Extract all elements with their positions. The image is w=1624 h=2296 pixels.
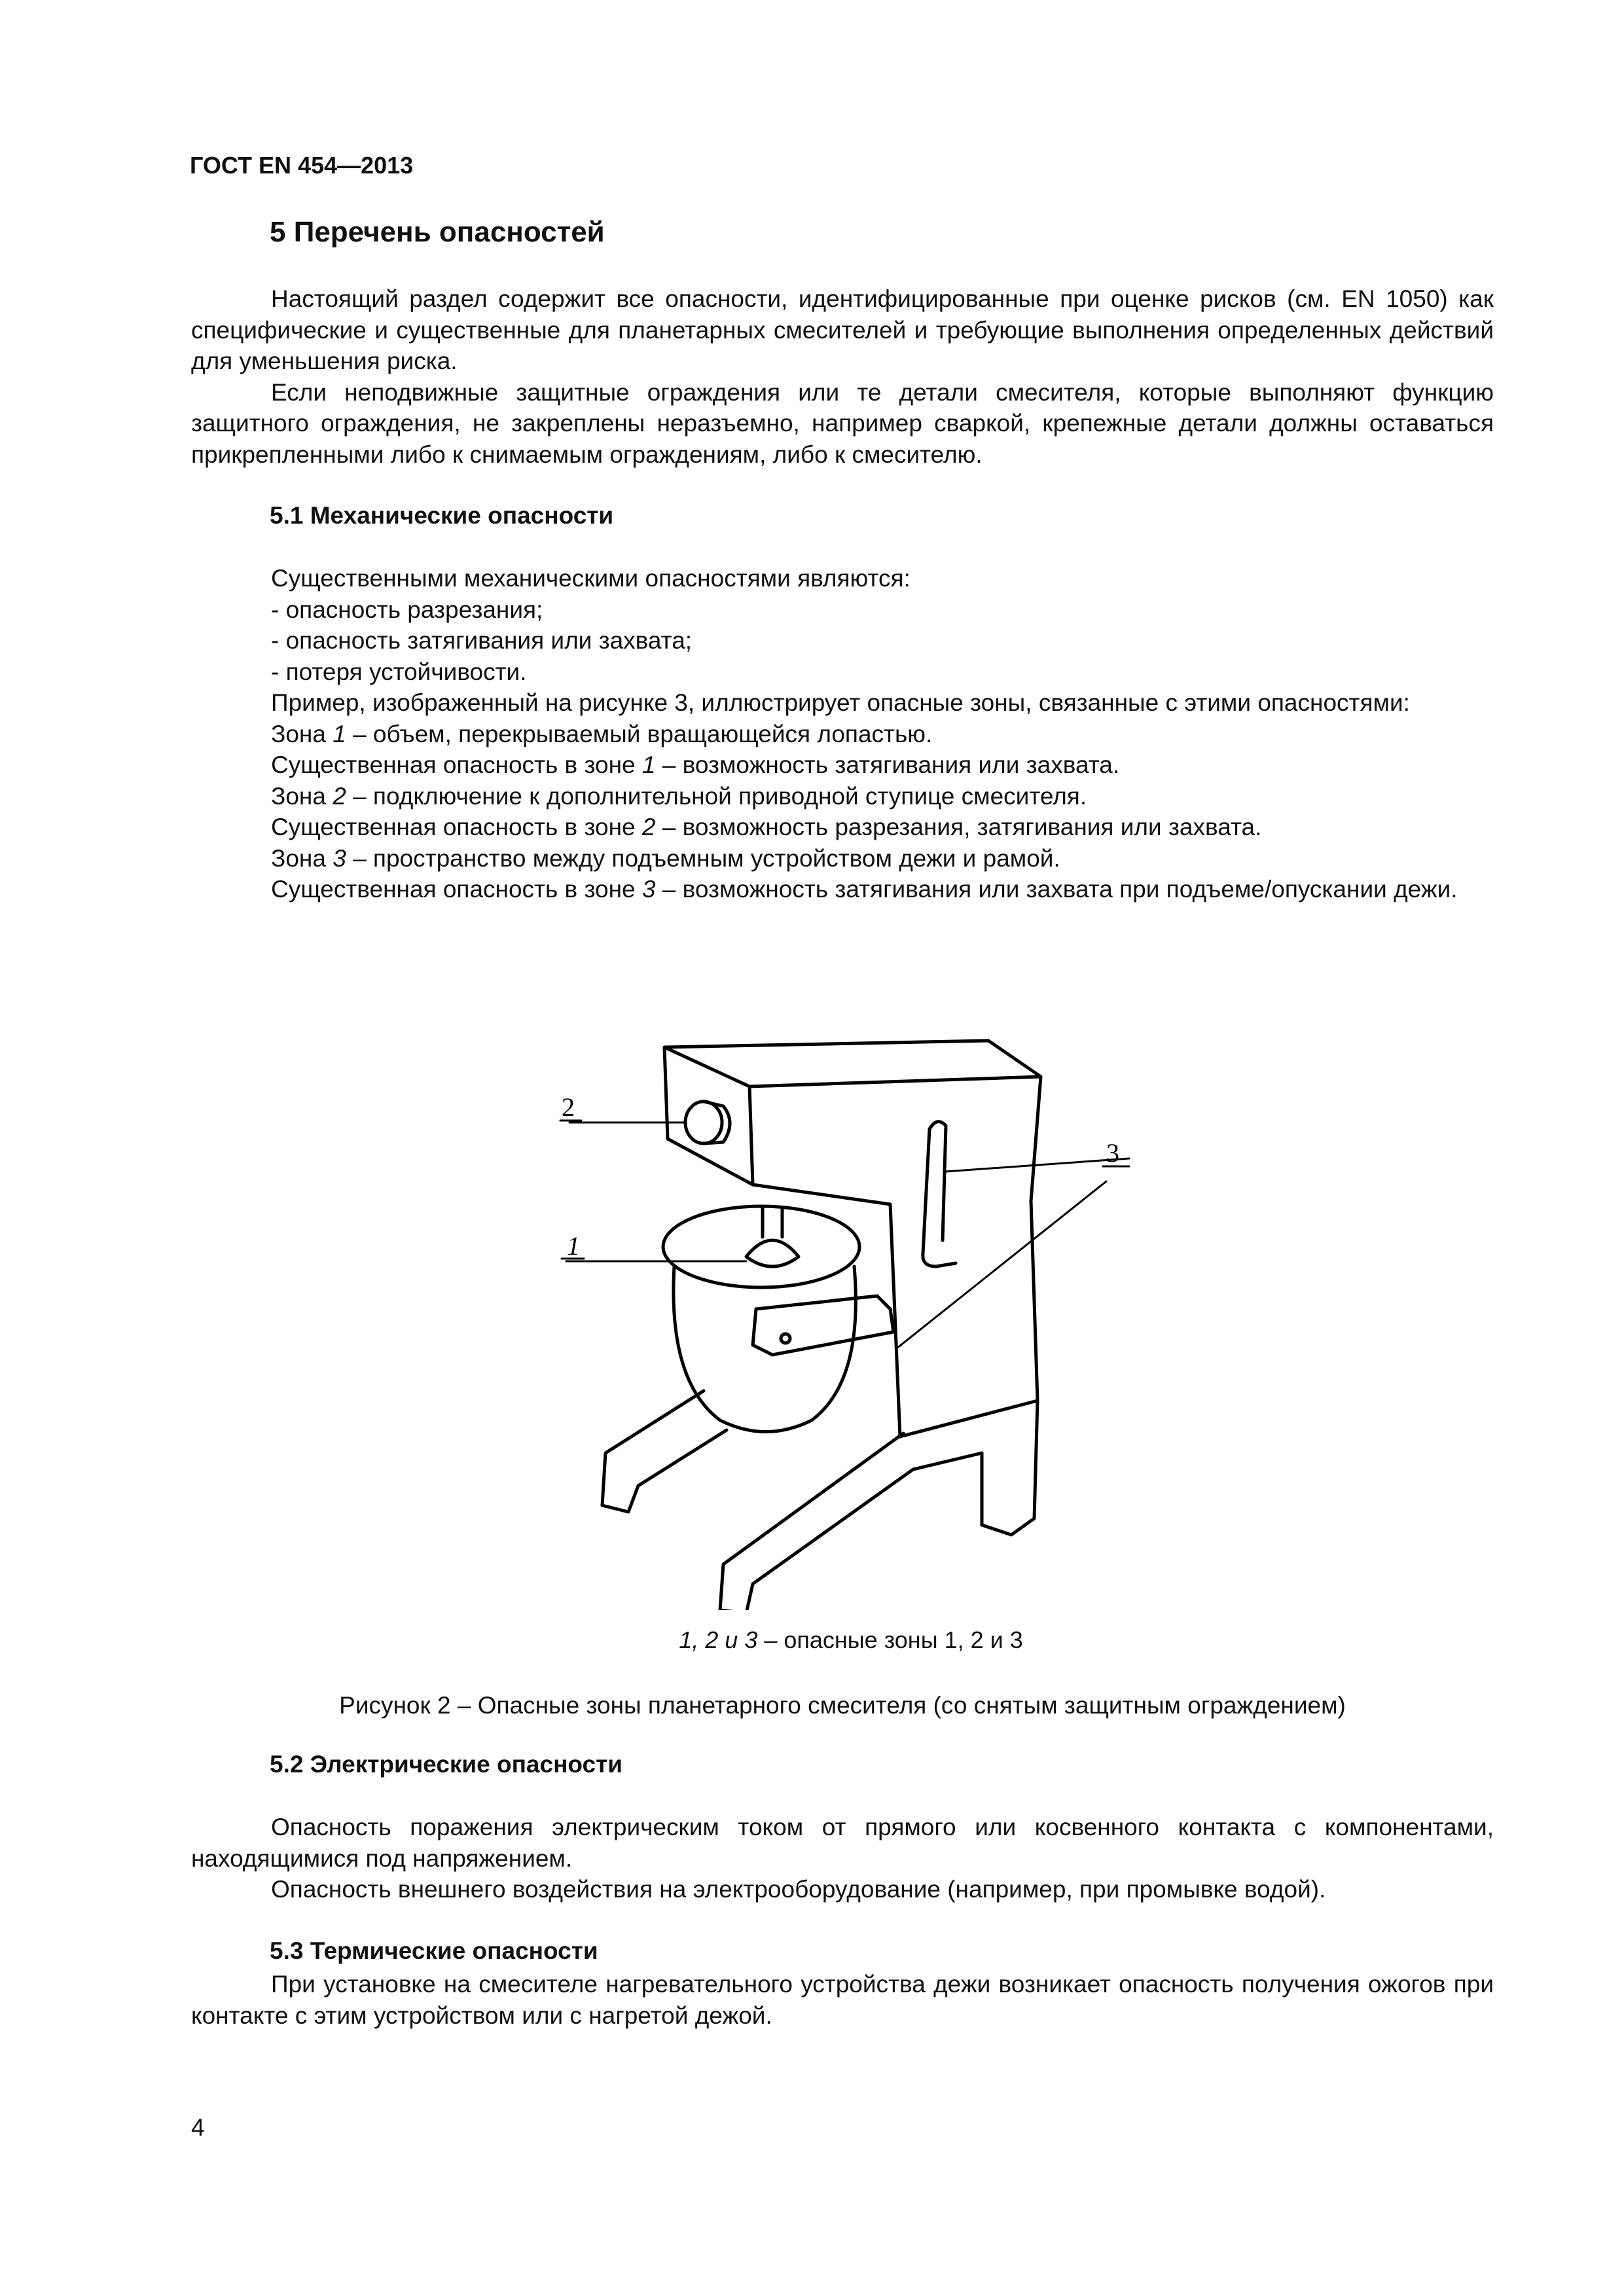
hazard-1-line: Существенная опасность в зоне 1 – возможность затягивания или захвата. [271, 751, 1120, 778]
bowl-arm [753, 1296, 893, 1355]
figure-legend: 1, 2 и 3 – опасные зоны 1, 2 и 3 [679, 1626, 1023, 1653]
electrical-hazards-text [191, 1812, 1494, 1905]
electrical-paragraph-2: Опасность внешнего воздействия на электрооборудование (например, при промывке водой). [271, 1876, 1326, 1903]
section-title: 5 Перечень опасностей [270, 216, 605, 248]
drive-hub [685, 1102, 722, 1143]
zone-label-1: 1 [567, 1231, 580, 1261]
zone-2-line: Зона 2 – подключение к дополнительной приводной ступице смесителя. [271, 782, 1087, 810]
lead-text: Существенными механическими опасностями являются: [271, 565, 911, 592]
list-item: - опасность затягивания или захвата; [271, 627, 693, 654]
subsection-5-3-title: 5.3 Термические опасности [270, 1937, 598, 1964]
mixer-bowl [674, 1266, 856, 1432]
thermal-paragraph-1: При установке на смесителе нагревательного устройства дежи возникает опасность получения ожогов при контакте с этим устройством или с нагретой дежой. [191, 1971, 1494, 2029]
subsection-5-2-title: 5.2 Электрические опасности [270, 1751, 623, 1778]
intro-paragraph-2: Если неподвижные защитные ограждения или те детали смесителя, которые выполняют функцию защитного ограждения, не закреплены неразъемно, например сваркой, крепежные детали должны оставаться прикрепленными либо к снимаемым ограждениям, либо к смесителю. [191, 378, 1494, 468]
electrical-paragraph-1: Опасность поражения электрическим током от прямого или косвенного контакта с компонентами, находящимися под напряжением. [191, 1814, 1494, 1872]
zone-3-line: Зона 3 – пространство между подъемным устройством дежи и рамой. [271, 844, 1060, 872]
zone-1-line: Зона 1 – объем, перекрываемый вращающейся лопастью. [271, 720, 933, 747]
page-number: 4 [191, 2114, 205, 2141]
example-paragraph: Пример, изображенный на рисунке 3, иллюстрирует опасные зоны, связанные с этими опасностями: [271, 689, 1410, 716]
mixer-legs [602, 1391, 1038, 1610]
standard-header: ГОСТ EN 454—2013 [190, 152, 414, 179]
beater [746, 1208, 799, 1266]
hazard-2-line: Существенная опасность в зоне 2 – возможность разрезания, затягивания или захвата. [271, 814, 1262, 840]
mechanical-hazards-text [191, 563, 1494, 905]
intro-paragraph-1: Настоящий раздел содержит все опасности, идентифицированные при оценке рисков (см. EN 1050) как специфические и существенные для планетарных смесителей и требующие выполнения определенных действий для уменьшения риска. [191, 285, 1494, 374]
subsection-5-1-title: 5.1 Механические опасности [270, 502, 614, 529]
list-item: - потеря устойчивости. [271, 658, 527, 685]
list-item: - опасность разрезания; [271, 596, 543, 623]
hazard-3-line: Существенная опасность в зоне 3 – возможность затягивания или захвата при подъеме/опускании дежи. [271, 876, 1458, 903]
mixer-column [753, 1185, 1038, 1437]
zone-label-3: 3 [1106, 1138, 1119, 1168]
figure-caption: Рисунок 2 – Опасные зоны планетарного смесителя (со снятым защитным ограждением) [339, 1692, 1346, 1719]
zone-label-2: 2 [562, 1092, 575, 1122]
lift-slot [923, 1122, 956, 1266]
thermal-hazards-text [191, 1969, 1494, 2031]
mixer-figure [556, 1021, 1146, 1610]
intro-text [191, 283, 1494, 470]
